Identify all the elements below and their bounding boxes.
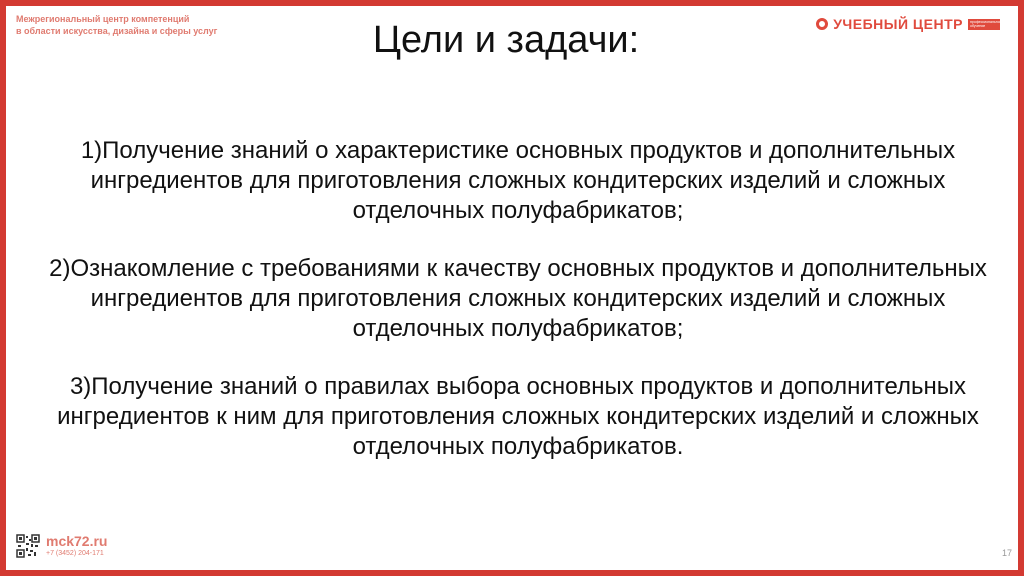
slide-title: Цели и задачи: <box>372 19 640 61</box>
brand-name: УЧЕБНЫЙ ЦЕНТР <box>833 16 963 32</box>
goal-item-2: 2)Ознакомление с требованиями к качеству основных продуктов и дополнительных ингредиентов для приготовления сложных кондитерских изделий и сложных отделочных полуфабрикатов; <box>49 255 987 342</box>
goal-item-1: 1)Получение знаний о характеристике основных продуктов и дополнительных ингредиентов для приготовления сложных кондитерских изделий и сложных отделочных полуфабрикатов; <box>80 137 956 224</box>
page-number: 17 <box>1001 548 1012 558</box>
qr-code-icon <box>16 534 40 558</box>
site-link: mck72.ru <box>46 533 108 549</box>
brand-tagline: профессиональное обучение <box>970 19 1002 28</box>
brand-logo <box>816 16 1000 32</box>
org-name-line1: Межрегиональный центр компетенций <box>16 14 190 24</box>
goal-item-3: 3)Получение знаний о правилах выбора основных продуктов и дополнительных ингредиентов к ним для приготовления сложных кондитерских изделий и сложных отделочных полуфабрикатов. <box>57 373 979 460</box>
goals-list <box>36 136 1000 462</box>
org-name-line2: в области искусства, дизайна и сферы услуг <box>16 26 218 36</box>
phone-number: +7 (3452) 204-171 <box>46 550 104 557</box>
footer-contacts <box>16 533 107 558</box>
ring-logo-icon <box>816 18 828 30</box>
